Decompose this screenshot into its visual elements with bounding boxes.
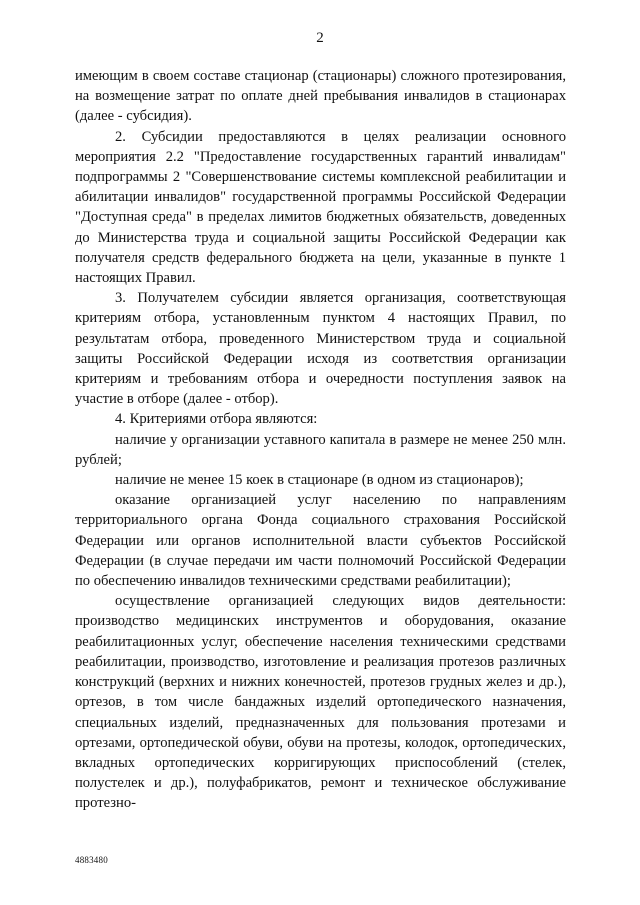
paragraph: наличие у организации уставного капитала в размере не менее 250 млн. рублей; — [75, 431, 566, 468]
paragraph: оказание организацией услуг населению по направлениям территориального органа Фонда социального страхования Российской Федерации или органов исполнительной власти субъектов Российской Федерации (в случае передачи им части полномочий Российской Федерации по обеспечению инвалидов техническими средствами реабилитации); — [75, 492, 566, 590]
paragraph: наличие не менее 15 коек в стационаре (в одном из стационаров); — [115, 472, 524, 489]
paragraph: 3. Получателем субсидии является организация, соответствующая критериям отбора, установленным пунктом 4 настоящих Правил, по результатам отбора, проведенного Министерством труда и социальной защиты Российской Федерации исходя из соответствия организации критериям и требованиям отбора и очередности поступления заявок на участие в отборе (далее - отбор). — [75, 290, 566, 408]
paragraph: имеющим в своем составе стационар (стационары) сложного протезирования, на возмещение затрат по оплате дней пребывания инвалидов в стационарах (далее - субсидия). — [75, 68, 566, 125]
page-number: 2 — [316, 30, 324, 46]
body-text — [75, 66, 566, 814]
paragraph: 2. Субсидии предоставляются в целях реализации основного мероприятия 2.2 "Предоставление государственных гарантий инвалидам" подпрограммы 2 "Совершенствование системы комплексной реабилитации и абилитации инвалидов" государственной программы Российской Федерации "Доступная среда" в пределах лимитов бюджетных обязательств, доведенных до Министерства труда и социальной защиты Российской Федерации как получателя средств федерального бюджета на цели, указанные в пункте 1 настоящих Правил. — [75, 128, 566, 287]
document-code: 4883480 — [75, 855, 108, 865]
paragraph: 4. Критериями отбора являются: — [115, 411, 318, 428]
paragraph: осуществление организацией следующих видов деятельности: производство медицинских инструментов и оборудования, оказание реабилитационных услуг, обеспечение населения техническими средствами реабилитации, производство, изготовление и реализация протезов различных конструкций (верхних и нижних конечностей, протезов грудных желез и др.), ортезов, в том числе бандажных изделий ортопедического назначения, специальных изделий, предназначенных для пользования протезами и ортезами, ортопедической обуви, обуви на протезы, колодок, ортопедических, вкладных ортопедических корригирующих приспособлений (стелек, полустелек и др.), полуфабрикатов, ремонт и техническое обслуживание протезно- — [75, 593, 566, 812]
